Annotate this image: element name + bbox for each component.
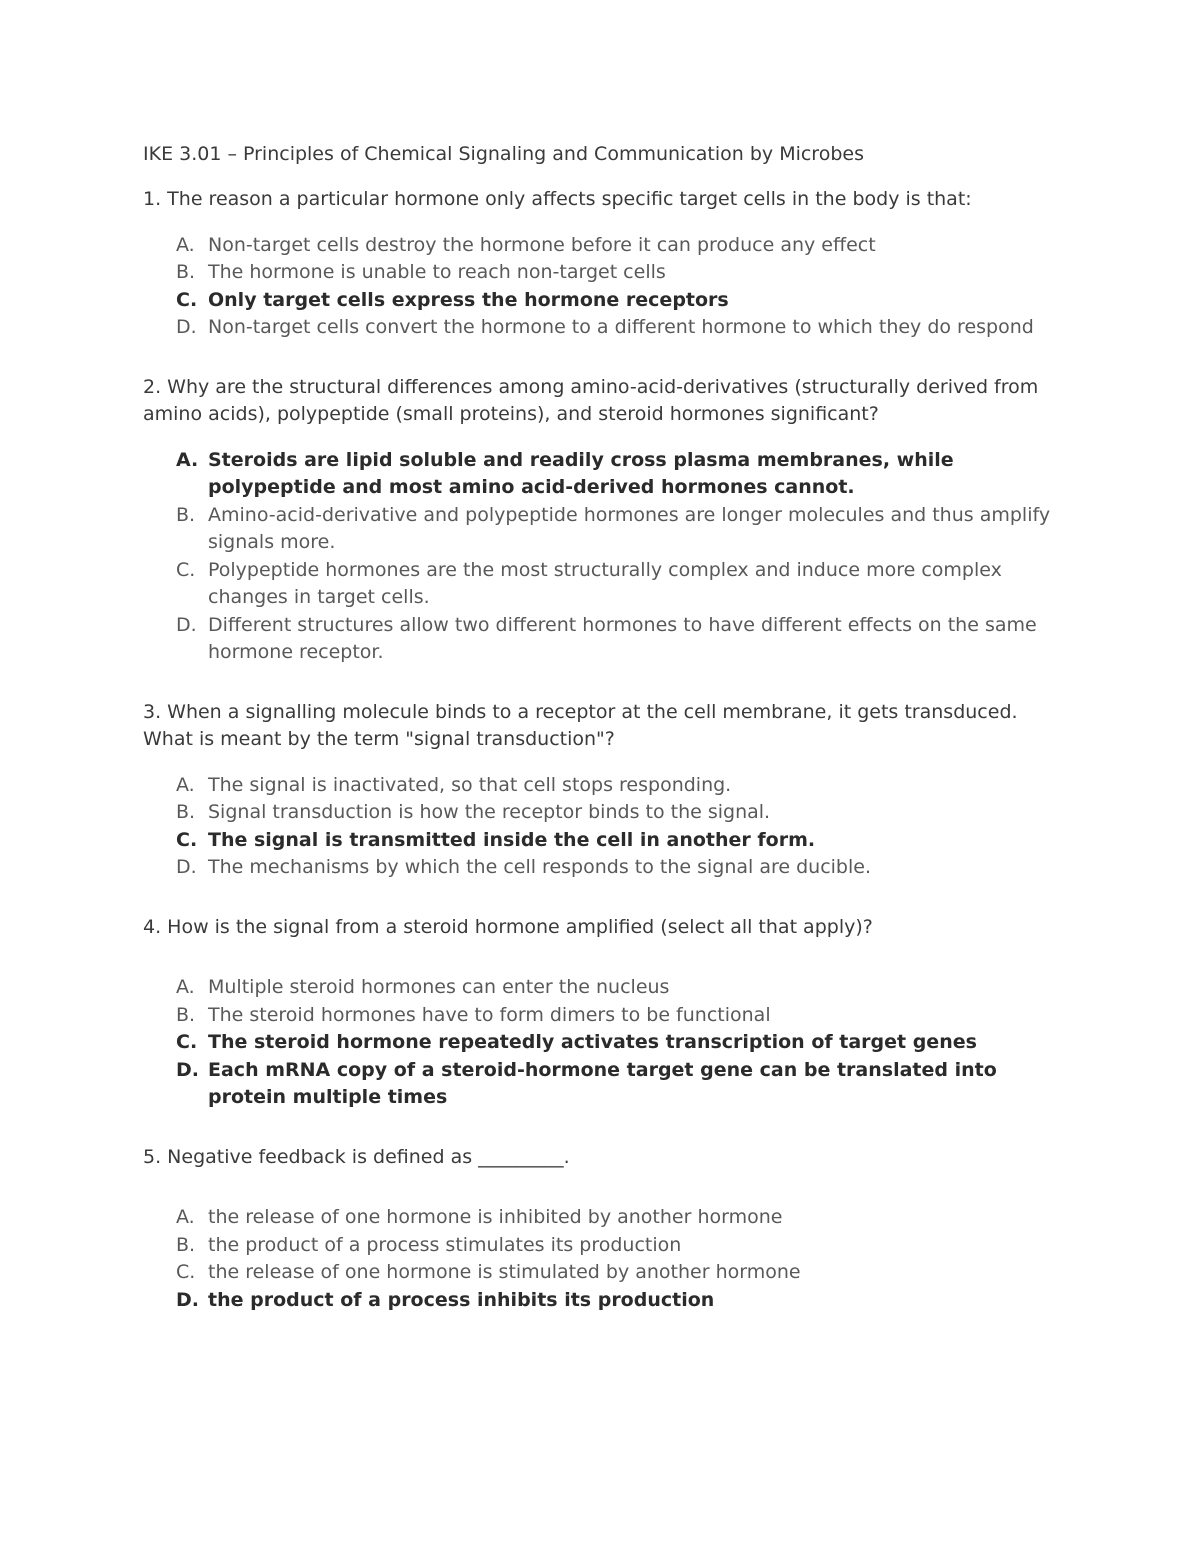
question-text: 2. Why are the structural differences among amino-acid-derivatives (structurally derived from amino acids), polypeptide (small proteins), and steroid hormones significant? (143, 375, 1039, 425)
answer-options (143, 232, 1053, 342)
answer-options (143, 447, 1053, 667)
answer-option-correct (143, 287, 1053, 315)
option-text: Each mRNA copy of a steroid-hormone target gene can be translated into protein multiple times (208, 1058, 997, 1108)
option-letter: B. (176, 1003, 196, 1026)
question-text: 5. Negative feedback is defined as _________. (143, 1145, 570, 1168)
option-text: Only target cells express the hormone receptors (208, 288, 729, 311)
option-letter: A. (176, 773, 195, 796)
answer-option (143, 772, 1053, 800)
question-1 (143, 186, 1053, 342)
option-letter: D. (176, 613, 197, 636)
answer-option (143, 1232, 1053, 1260)
option-text: Non-target cells destroy the hormone before it can produce any effect (208, 233, 876, 256)
answer-option-correct (143, 827, 1053, 855)
option-text: Signal transduction is how the receptor binds to the signal. (208, 801, 771, 823)
answer-option-correct (143, 1029, 1053, 1057)
answer-option-correct (143, 1057, 1053, 1112)
answer-option (143, 232, 1053, 260)
question-list (143, 186, 1053, 1314)
option-text: the product of a process inhibits its production (208, 1288, 715, 1311)
option-text: The signal is transmitted inside the cell in another form. (208, 828, 816, 851)
option-letter: D. (176, 856, 197, 878)
option-text: the product of a process stimulates its production (208, 1233, 682, 1256)
question-5 (143, 1144, 1053, 1315)
answer-option-correct (143, 1287, 1053, 1315)
option-letter: C. (176, 558, 196, 581)
question-3 (143, 699, 1053, 882)
option-text: Different structures allow two different hormones to have different effects on the same hormone receptor. (208, 613, 1037, 663)
question-text: 1. The reason a particular hormone only affects specific target cells in the body is that: (143, 188, 972, 210)
option-text: The mechanisms by which the cell responds to the signal are ducible. (208, 856, 872, 878)
option-letter: B. (176, 503, 196, 526)
answer-option (143, 854, 1053, 882)
question-text: 4. How is the signal from a steroid hormone amplified (select all that apply)? (143, 915, 873, 938)
option-text: Steroids are lipid soluble and readily cross plasma membranes, while polypeptide and most amino acid-derived hormones cannot. (208, 448, 954, 498)
option-letter: C. (176, 288, 198, 311)
document-page (143, 140, 1053, 1346)
option-letter: D. (176, 1058, 199, 1081)
answer-option (143, 1002, 1053, 1030)
option-letter: A. (176, 233, 195, 256)
option-text: Non-target cells convert the hormone to a different hormone to which they do respond (208, 316, 1034, 338)
answer-option (143, 612, 1053, 667)
option-text: The hormone is unable to reach non-target cells (208, 261, 666, 283)
answer-option (143, 557, 1053, 612)
option-text: the release of one hormone is inhibited by another hormone (208, 1206, 783, 1228)
option-letter: D. (176, 316, 197, 338)
document-title: IKE 3.01 – Principles of Chemical Signaling and Communication by Microbes (143, 143, 864, 165)
question-text: 3. When a signalling molecule binds to a receptor at the cell membrane, it gets transduced. What is meant by the term "signal transduction"? (143, 700, 1018, 750)
answer-option (143, 259, 1053, 287)
answer-options (143, 772, 1053, 882)
option-letter: B. (176, 1233, 196, 1256)
answer-option (143, 1259, 1053, 1287)
answer-option (143, 799, 1053, 827)
answer-options (143, 974, 1053, 1112)
option-letter: A. (176, 448, 199, 471)
answer-option (143, 502, 1053, 557)
option-letter: A. (176, 1206, 195, 1228)
option-text: Amino-acid-derivative and polypeptide hormones are longer molecules and thus amplify signals more. (208, 503, 1051, 553)
answer-option (143, 1204, 1053, 1232)
option-text: the release of one hormone is stimulated by another hormone (208, 1261, 801, 1283)
option-text: The signal is inactivated, so that cell stops responding. (208, 773, 732, 796)
answer-option-correct (143, 447, 1053, 502)
option-text: Multiple steroid hormones can enter the nucleus (208, 976, 670, 998)
option-letter: D. (176, 1288, 199, 1311)
answer-option (143, 314, 1053, 342)
option-text: Polypeptide hormones are the most structurally complex and induce more complex changes in target cells. (208, 558, 1002, 608)
option-letter: B. (176, 801, 196, 823)
option-letter: A. (176, 976, 195, 998)
option-letter: C. (176, 1031, 198, 1053)
question-4 (143, 914, 1053, 1112)
answer-options (143, 1204, 1053, 1314)
question-2 (143, 374, 1053, 667)
option-text: The steroid hormone repeatedly activates transcription of target genes (208, 1031, 977, 1053)
option-letter: C. (176, 1261, 196, 1283)
option-text: The steroid hormones have to form dimers to be functional (208, 1003, 771, 1026)
answer-option (143, 974, 1053, 1002)
option-letter: B. (176, 261, 196, 283)
option-letter: C. (176, 828, 198, 851)
